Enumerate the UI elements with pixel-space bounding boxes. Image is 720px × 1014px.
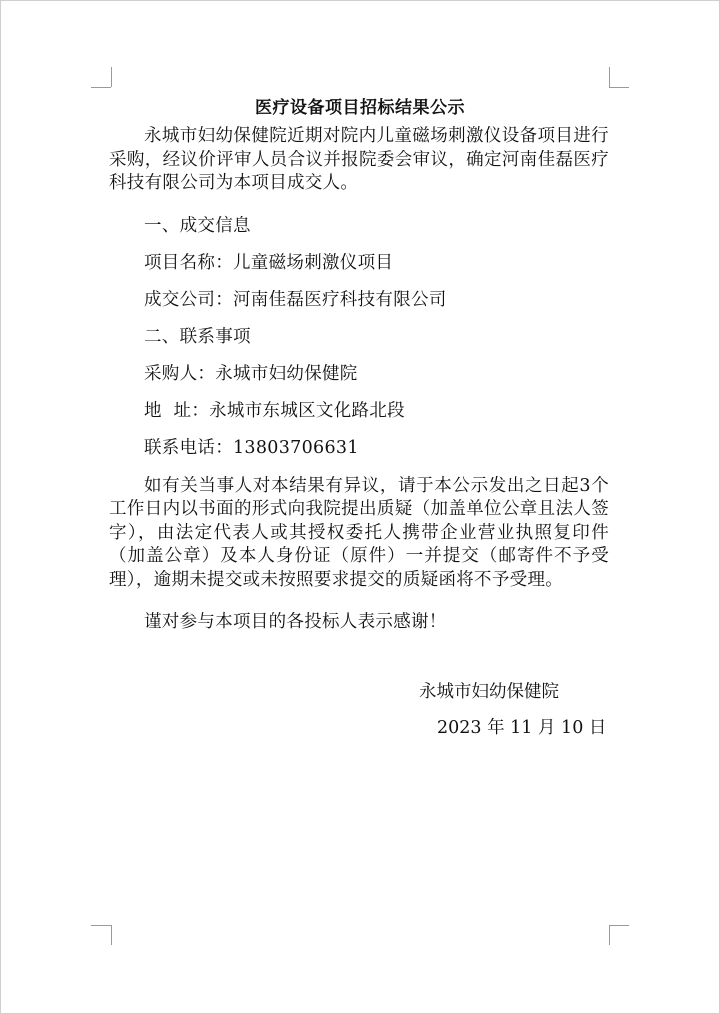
signature-unit: 永城市妇幼保健院 <box>419 682 559 702</box>
section-heading-contact: 二、联系事项 <box>144 326 251 347</box>
intro-paragraph: 永城市妇幼保健院近期对院内儿童磁场刺激仪设备项目进行采购，经议价评审人员合议并报院委会审议，确定河南佳磊医疗科技有限公司为本项目成交人。 <box>109 126 609 193</box>
section-heading-deal-info: 一、成交信息 <box>144 215 251 236</box>
project-name-line: 项目名称：儿童磁场刺激仪项目 <box>144 252 394 273</box>
phone-line: 联系电话：13803706631 <box>144 437 359 458</box>
winning-company-line: 成交公司：河南佳磊医疗科技有限公司 <box>144 289 447 310</box>
thanks-line: 谨对参与本项目的各投标人表示感谢！ <box>144 612 447 632</box>
purchaser-line: 采购人：永城市妇幼保健院 <box>144 363 358 384</box>
document-body <box>109 125 609 641</box>
address-line: 地 址：永城市东城区文化路北段 <box>144 400 405 421</box>
signature-date: 2023 年 11 月 10 日 <box>437 718 607 738</box>
document-title: 医疗设备项目招标结果公示 <box>255 98 465 118</box>
objection-paragraph: 如有关当事人对本结果有异议，请于本公示发出之日起3个工作日内以书面的形式向我院提出质疑（加盖单位公章且法人签字），由法定代表人或其授权委托人携带企业营业执照复印件（加盖公章）及本人身份证（原件）一并提交（邮寄件不予受理），逾期未提交或未按照要求提交的质疑函将不予受理。 <box>109 475 609 590</box>
